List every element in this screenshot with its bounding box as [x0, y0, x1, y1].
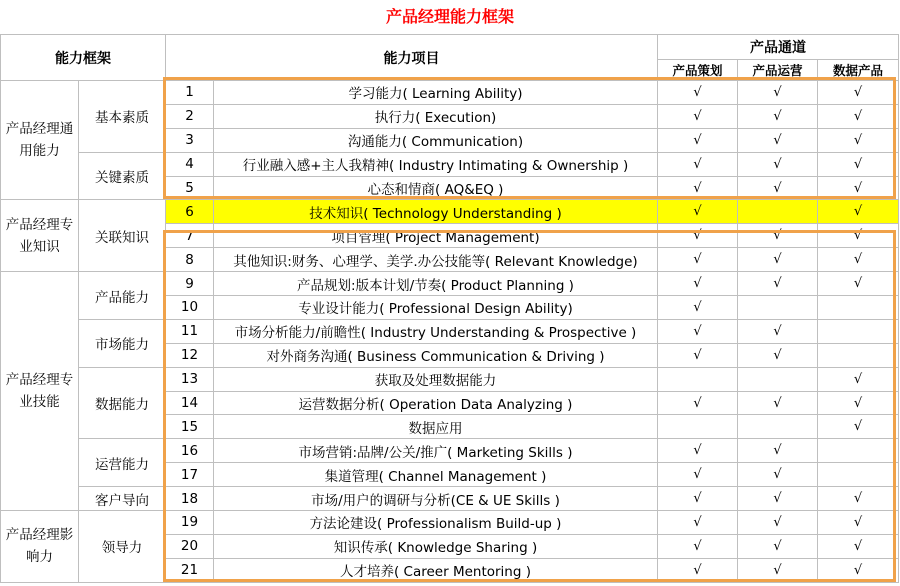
check-mark: √ — [818, 176, 899, 200]
row-number: 21 — [166, 558, 214, 582]
table-row — [1, 487, 899, 511]
subgroup-label: 客户导向 — [79, 487, 166, 511]
capability-item: 方法论建设( Professionalism Build-up ) — [214, 511, 658, 535]
check-mark: √ — [738, 152, 818, 176]
check-mark: √ — [818, 558, 899, 582]
capability-item: 集道管理( Channel Management ) — [214, 463, 658, 487]
capability-item: 运营数据分析( Operation Data Analyzing ) — [214, 391, 658, 415]
check-mark: √ — [658, 463, 738, 487]
capability-item: 人才培养( Career Mentoring ) — [214, 558, 658, 582]
row-number: 4 — [166, 152, 214, 176]
empty-cell — [658, 367, 738, 391]
row-number: 2 — [166, 104, 214, 128]
capability-item: 行业融入感+主人我精神( Industry Intimating & Ownership ) — [214, 152, 658, 176]
table-row — [1, 81, 899, 105]
subgroup-label: 关联知识 — [79, 200, 166, 272]
capability-item: 市场分析能力/前瞻性( Industry Understanding & Prospective ) — [214, 319, 658, 343]
check-mark: √ — [738, 176, 818, 200]
row-number: 19 — [166, 511, 214, 535]
row-number: 20 — [166, 534, 214, 558]
check-mark: √ — [658, 511, 738, 535]
check-mark: √ — [738, 272, 818, 296]
subgroup-label: 市场能力 — [79, 319, 166, 367]
check-mark: √ — [738, 343, 818, 367]
check-mark: √ — [658, 296, 738, 320]
capability-item: 其他知识:财务、心理学、美学.办公技能等( Relevant Knowledge) — [214, 248, 658, 272]
check-mark: √ — [818, 534, 899, 558]
capability-item: 心态和情商( AQ&EQ ) — [214, 176, 658, 200]
row-number: 17 — [166, 463, 214, 487]
empty-cell — [738, 367, 818, 391]
table-row — [1, 319, 899, 343]
table-row — [1, 200, 899, 224]
check-mark: √ — [738, 511, 818, 535]
row-number: 7 — [166, 224, 214, 248]
check-mark: √ — [818, 391, 899, 415]
check-mark: √ — [658, 224, 738, 248]
table-row — [1, 367, 899, 391]
check-mark: √ — [658, 176, 738, 200]
check-mark: √ — [658, 343, 738, 367]
header-items: 能力项目 — [166, 35, 658, 81]
check-mark: √ — [738, 81, 818, 105]
capability-item: 技术知识( Technology Understanding ) — [214, 200, 658, 224]
check-mark: √ — [818, 367, 899, 391]
check-mark: √ — [658, 558, 738, 582]
capability-item: 专业设计能力( Professional Design Ability) — [214, 296, 658, 320]
check-mark: √ — [658, 104, 738, 128]
capability-item: 执行力( Execution) — [214, 104, 658, 128]
check-mark: √ — [738, 558, 818, 582]
capability-item: 项目管理( Project Management) — [214, 224, 658, 248]
row-number: 11 — [166, 319, 214, 343]
check-mark: √ — [658, 534, 738, 558]
empty-cell — [738, 200, 818, 224]
row-number: 16 — [166, 439, 214, 463]
row-number: 3 — [166, 128, 214, 152]
empty-cell — [818, 463, 899, 487]
check-mark: √ — [738, 534, 818, 558]
capability-item: 数据应用 — [214, 415, 658, 439]
check-mark: √ — [818, 152, 899, 176]
header-channel-planning: 产品策划 — [658, 60, 738, 81]
check-mark: √ — [818, 81, 899, 105]
group-label: 产品经理专业技能 — [1, 272, 79, 511]
check-mark: √ — [738, 104, 818, 128]
empty-cell — [658, 415, 738, 439]
check-mark: √ — [658, 81, 738, 105]
page-title: 产品经理能力框架 — [385, 7, 514, 26]
row-number: 14 — [166, 391, 214, 415]
check-mark: √ — [658, 200, 738, 224]
row-number: 18 — [166, 487, 214, 511]
check-mark: √ — [818, 248, 899, 272]
subgroup-label: 产品能力 — [79, 272, 166, 320]
check-mark: √ — [658, 439, 738, 463]
header-framework: 能力框架 — [1, 35, 166, 81]
check-mark: √ — [818, 272, 899, 296]
check-mark: √ — [658, 487, 738, 511]
check-mark: √ — [818, 104, 899, 128]
check-mark: √ — [738, 463, 818, 487]
row-number: 13 — [166, 367, 214, 391]
capability-item: 获取及处理数据能力 — [214, 367, 658, 391]
empty-cell — [818, 296, 899, 320]
row-number: 15 — [166, 415, 214, 439]
check-mark: √ — [658, 248, 738, 272]
row-number: 8 — [166, 248, 214, 272]
capability-table — [0, 34, 899, 583]
capability-item: 市场/用户的调研与分析(CE & UE Skills ) — [214, 487, 658, 511]
empty-cell — [818, 343, 899, 367]
check-mark: √ — [738, 439, 818, 463]
capability-item: 产品规划:版本计划/节奏( Product Planning ) — [214, 272, 658, 296]
check-mark: √ — [738, 128, 818, 152]
check-mark: √ — [658, 152, 738, 176]
group-label: 产品经理专业知识 — [1, 200, 79, 272]
check-mark: √ — [818, 415, 899, 439]
check-mark: √ — [658, 391, 738, 415]
check-mark: √ — [658, 272, 738, 296]
check-mark: √ — [818, 200, 899, 224]
check-mark: √ — [738, 319, 818, 343]
empty-cell — [818, 439, 899, 463]
table-row — [1, 439, 899, 463]
table-row — [1, 511, 899, 535]
group-label: 产品经理影响力 — [1, 511, 79, 583]
check-mark: √ — [738, 487, 818, 511]
row-number: 6 — [166, 200, 214, 224]
subgroup-label: 关键素质 — [79, 152, 166, 200]
row-number: 1 — [166, 81, 214, 105]
header-channel-data: 数据产品 — [818, 60, 899, 81]
check-mark: √ — [738, 248, 818, 272]
table-row — [1, 152, 899, 176]
subgroup-label: 运营能力 — [79, 439, 166, 487]
empty-cell — [738, 415, 818, 439]
row-number: 10 — [166, 296, 214, 320]
check-mark: √ — [738, 224, 818, 248]
subgroup-label: 基本素质 — [79, 81, 166, 153]
check-mark: √ — [658, 319, 738, 343]
capability-item: 市场营销:品牌/公关/推广( Marketing Skills ) — [214, 439, 658, 463]
check-mark: √ — [658, 128, 738, 152]
row-number: 5 — [166, 176, 214, 200]
empty-cell — [738, 296, 818, 320]
group-label: 产品经理通用能力 — [1, 81, 79, 200]
capability-item: 对外商务沟通( Business Communication & Driving ) — [214, 343, 658, 367]
check-mark: √ — [818, 511, 899, 535]
check-mark: √ — [738, 391, 818, 415]
row-number: 9 — [166, 272, 214, 296]
check-mark: √ — [818, 487, 899, 511]
header-channels: 产品通道 — [658, 35, 899, 60]
table-row — [1, 272, 899, 296]
header-channel-operation: 产品运营 — [738, 60, 818, 81]
row-number: 12 — [166, 343, 214, 367]
capability-item: 学习能力( Learning Ability) — [214, 81, 658, 105]
capability-item: 知识传承( Knowledge Sharing ) — [214, 534, 658, 558]
check-mark: √ — [818, 128, 899, 152]
capability-item: 沟通能力( Communication) — [214, 128, 658, 152]
check-mark: √ — [818, 224, 899, 248]
subgroup-label: 领导力 — [79, 511, 166, 583]
subgroup-label: 数据能力 — [79, 367, 166, 439]
empty-cell — [818, 319, 899, 343]
